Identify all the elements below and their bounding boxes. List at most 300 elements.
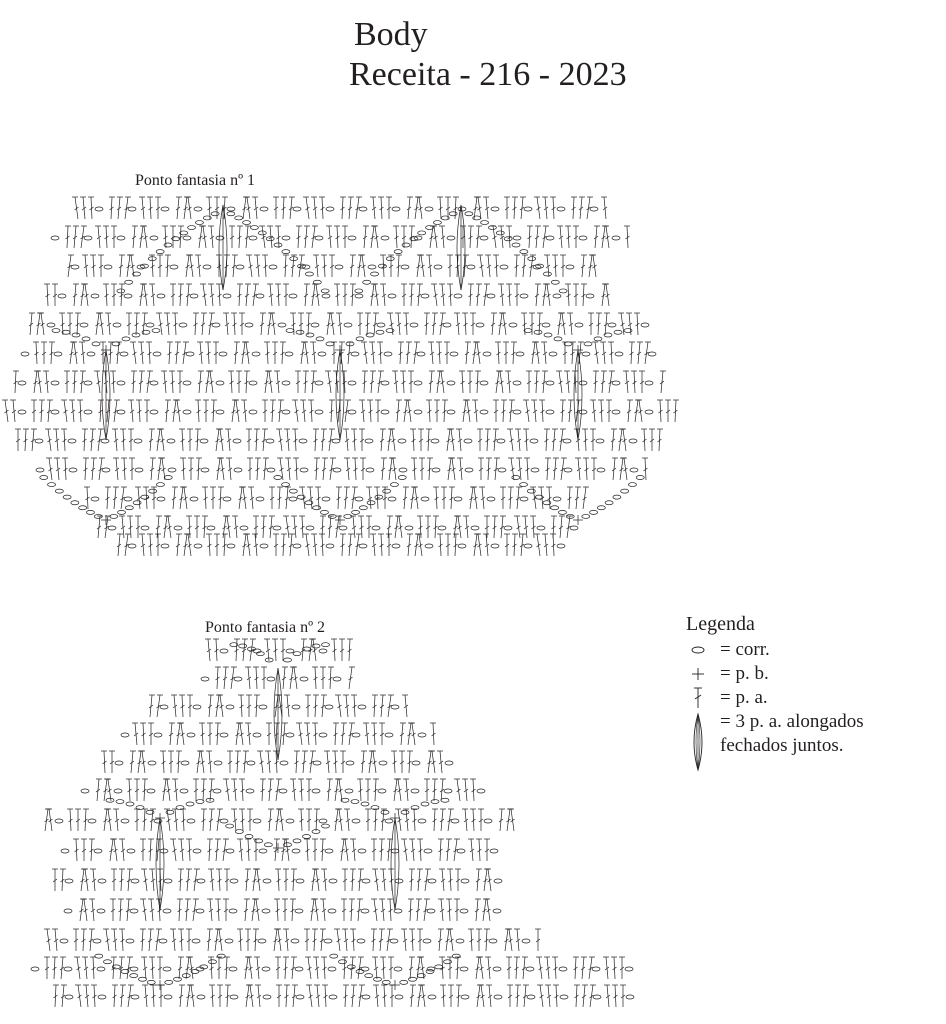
page-subtitle: Receita - 216 - 2023 [349,56,627,93]
double-crochet-stitch [148,899,154,921]
double-crochet-stitch [239,779,245,801]
double-crochet-stitch [359,985,366,1007]
chain-stitch [493,967,501,971]
chain-stitch [94,849,102,853]
legend [686,614,926,770]
double-crochet-stitch [253,869,260,891]
chain-stitch [352,819,360,823]
double-crochet-stitch [335,695,342,717]
double-crochet-stitch [282,667,288,689]
chain-stitch [147,980,155,984]
chain-stitch [452,954,460,958]
double-crochet-stitch [409,929,415,951]
double-crochet-stitch [401,929,407,951]
chain-stitch [165,980,173,984]
page-title: Body [354,16,428,53]
double-crochet-stitch [282,723,288,745]
double-crochet-stitch [351,695,357,717]
double-crochet-stitch [227,751,233,773]
elongated-cluster-icon [686,710,716,774]
chain-stitch [361,909,369,913]
double-crochet-stitch [505,929,512,951]
chain-stitch [247,761,255,765]
double-crochet-stitch [280,639,286,661]
double-crochet-stitch [128,985,135,1007]
double-crochet-stitch [381,985,387,1007]
double-crochet-stitch [208,695,214,717]
double-crochet-stitch [149,695,155,717]
chain-stitch [489,939,497,943]
double-crochet-stitch [276,985,282,1007]
single-crochet-stitch [390,980,400,990]
double-crochet-stitch [261,667,267,689]
double-crochet-stitch [246,695,252,717]
double-crochet-stitch [408,723,415,745]
double-crochet-stitch [408,899,414,921]
chain-stitch [385,733,393,737]
double-crochet-stitch [282,899,288,921]
chain-stitch [217,954,225,958]
double-crochet-stitch [239,809,245,831]
double-crochet-stitch [394,779,401,801]
chain-stitch [61,849,69,853]
double-crochet-stitch [290,667,297,689]
double-crochet-stitch [178,929,184,951]
double-crochet-stitch [223,779,230,801]
chain-stitch [131,995,139,999]
chain-stitch [451,819,459,823]
chain-stitch [280,761,288,765]
double-crochet-stitch [339,639,345,661]
double-crochet-stitch [544,957,550,979]
chain-stitch [329,995,337,999]
double-crochet-stitch [306,985,313,1007]
chain-stitch [322,643,330,647]
double-crochet-stitch [358,869,364,891]
chain-stitch [494,879,502,883]
double-crochet-stitch [209,779,215,801]
double-crochet-stitch [112,985,118,1007]
chain-stitch [296,995,304,999]
double-crochet-stitch [81,869,88,891]
double-crochet-stitch [266,723,272,745]
legend-text-single-crochet: = p. b. [720,663,769,684]
double-crochet-stitch [142,985,148,1007]
double-crochet-stitch [537,985,544,1007]
double-crochet-stitch [170,839,177,861]
double-crochet-stitch [483,899,490,921]
double-crochet-stitch [171,695,177,717]
double-crochet-stitch [417,869,423,891]
chain-stitch [245,835,253,839]
double-crochet-stitch [304,723,310,745]
double-crochet-stitch [418,985,425,1007]
double-crochet-stitch [312,839,318,861]
double-crochet-stitch [298,809,304,831]
chain-stitch [196,800,204,804]
double-crochet-stitch [207,839,213,861]
chain-stitch [435,965,443,969]
double-crochet-stitch [126,779,132,801]
double-crochet-stitch [119,929,125,951]
double-crochet-stitch [432,809,438,831]
double-crochet-stitch [475,899,481,921]
double-crochet-stitch [304,839,310,861]
double-crochet-stitch [194,869,201,891]
double-crochet-stitch [304,929,310,951]
chain-stitch [246,789,254,793]
chain-stitch [187,733,195,737]
chain-stitch [263,879,271,883]
double-crochet-stitch [172,779,178,801]
double-crochet-stitch [484,839,490,861]
chain-stitch [160,705,168,709]
chain-stitch [106,798,114,802]
double-crochet-stitch [186,869,192,891]
double-crochet-stitch [142,809,148,831]
double-crochet-stitch [157,695,164,717]
chain-stitch [345,789,353,793]
chain-stitch [593,995,601,999]
double-crochet-stitch [89,899,95,921]
double-crochet-stitch [237,929,243,951]
chain-stitch [626,995,634,999]
double-crochet-stitch [178,869,184,891]
chain-stitch [64,909,72,913]
single-crochet-stitch [155,980,165,990]
double-crochet-stitch [428,751,435,773]
chain-stitch [253,819,261,823]
double-crochet-stitch [321,869,327,891]
double-crochet-stitch [253,667,259,689]
chart-2-label: Ponto fantasia nº 2 [205,619,326,636]
double-crochet-stitch [60,957,66,979]
chain-stitch [357,939,365,943]
double-crochet-stitch [74,957,81,979]
double-crochet-stitch [215,899,221,921]
double-crochet-stitch [237,839,243,861]
double-crochet-stitch [312,929,318,951]
double-crochet-stitch [344,809,350,831]
chain-stitch [131,879,139,883]
double-crochet-stitch [52,869,58,891]
double-crochet-stitch [438,899,444,921]
double-crochet-stitch [468,929,474,951]
double-crochet-stitch [349,899,355,921]
chain-stitch [490,849,498,853]
double-crochet-stitch [199,723,205,745]
double-crochet-stitch [157,957,163,979]
legend-text-cluster: = 3 p. a. alongados [720,711,864,732]
double-crochet-stitch [217,809,224,831]
double-crochet-stitch [499,809,505,831]
double-crochet-stitch [119,839,125,861]
double-crochet-stitch [403,809,409,831]
double-crochet-stitch [148,929,154,951]
double-crochet-stitch [148,723,154,745]
chain-stitch [197,995,205,999]
chain-stitch [264,843,272,847]
double-crochet-stitch [149,957,155,979]
chain-stitch [148,761,156,765]
double-crochet-stitch [462,809,468,831]
legend-text-cluster-line2: fechados juntos. [720,735,844,756]
double-crochet-stitch [409,839,415,861]
chain-stitch [374,977,382,981]
double-crochet-stitch [274,929,281,951]
chain-stitch [431,800,439,804]
chain-stitch [303,647,311,651]
double-crochet-stitch [470,779,476,801]
double-crochet-stitch [208,869,214,891]
chain-stitch [81,789,89,793]
chain-stitch [201,677,209,681]
double-crochet-stitch [320,929,326,951]
double-crochet-stitch [169,723,175,745]
legend-text-double-crochet: = p. a. [720,687,768,708]
chain-stitch [417,974,425,978]
double-crochet-stitch [290,779,296,801]
chain-stitch [460,967,468,971]
double-crochet-stitch [140,899,147,921]
double-crochet-stitch [140,839,146,861]
chain-stitch [460,909,468,913]
double-crochet-stitch [89,929,95,951]
chain-stitch [239,644,247,648]
double-crochet-stitch [432,779,438,801]
chain-stitch [560,995,568,999]
double-crochet-stitch [320,899,326,921]
double-crochet-stitch [612,985,618,1007]
double-crochet-stitch [243,751,249,773]
chain-stitch [93,939,101,943]
double-crochet-stitch [245,723,251,745]
double-crochet-stitch [371,899,378,921]
chain-stitch [197,879,205,883]
double-crochet-stitch [417,929,423,951]
double-crochet-stitch [448,809,455,831]
double-crochet-stitch [255,985,261,1007]
double-crochet-stitch [535,929,541,951]
double-crochet-stitch [341,723,347,745]
double-crochet-stitch [75,809,81,831]
double-crochet-stitch [332,751,338,773]
double-crochet-stitch [160,751,166,773]
chain-stitch [262,967,270,971]
chain-stitch [64,967,72,971]
double-crochet-stitch [296,723,303,745]
double-crochet-stitch [342,929,348,951]
chain-stitch [385,819,393,823]
double-crochet-stitch [301,639,307,661]
chain-stitch [121,819,129,823]
double-crochet-stitch [197,751,204,773]
double-crochet-stitch [522,957,528,979]
double-crochet-stitch [373,809,379,831]
chain-stitch [423,939,431,943]
double-crochet-stitch [312,667,318,689]
double-crochet-stitch [101,751,107,773]
double-crochet-stitch [454,899,460,921]
double-crochet-stitch [80,899,87,921]
double-crochet-stitch [223,899,229,921]
double-crochet-stitch [67,809,73,831]
double-crochet-stitch [179,985,185,1007]
double-crochet-stitch [75,985,82,1007]
legend-item-elongated-cluster [686,710,926,770]
chain-stitch [319,733,327,737]
double-crochet-stitch [387,899,393,921]
chain-stitch [394,967,402,971]
double-crochet-stitch [536,957,543,979]
double-crochet-stitch [440,809,446,831]
double-crochet-stitch [242,639,248,661]
double-crochet-stitch [235,751,241,773]
double-crochet-stitch [379,929,385,951]
double-crochet-stitch [581,957,587,979]
double-crochet-stitch [111,869,117,891]
double-crochet-stitch [216,869,222,891]
chain-stitch [88,819,96,823]
chain-stitch [418,819,426,823]
double-crochet-stitch [478,809,484,831]
double-crochet-stitch [545,985,551,1007]
double-crochet-stitch [223,667,229,689]
chain-stitch [461,995,469,999]
chain-stitch [97,967,105,971]
chain-stitch [126,939,134,943]
double-crochet-stitch [314,985,320,1007]
chain-stitch [322,824,330,828]
elongated-cluster-stitch [156,818,164,910]
chain-stitch [220,649,228,653]
double-crochet-stitch [134,779,140,801]
chain-stitch [445,761,453,765]
double-crochet-stitch [141,957,147,979]
chain-stitch [300,677,308,681]
chain-stitch [262,909,270,913]
double-crochet-stitch [244,899,250,921]
double-crochet-stitch [170,929,176,951]
chain-stitch [214,761,222,765]
double-crochet-stitch [335,809,342,831]
double-crochet-stitch [193,899,200,921]
double-crochet-stitch [324,751,330,773]
double-crochet-stitch [111,929,117,951]
double-crochet-stitch [343,695,349,717]
double-crochet-stitch [109,751,115,773]
double-crochet-stitch [238,695,244,717]
double-crochet-stitch [206,751,212,773]
double-crochet-stitch [476,957,483,979]
double-crochet-stitch [311,899,318,921]
double-crochet-stitch [322,985,328,1007]
chain-stitch [293,839,301,843]
double-crochet-stitch [73,839,79,861]
chain-stitch [127,849,135,853]
chain-stitch [382,980,390,984]
double-crochet-stitch [389,985,395,1007]
double-crochet-stitch [276,779,283,801]
double-crochet-stitch [52,957,58,979]
double-crochet-stitch [351,985,357,1007]
chain-stitch [196,909,204,913]
chain-stitch [494,995,502,999]
chain-stitch [104,960,112,964]
double-crochet-stitch [268,779,274,801]
single-crochet-stitch [155,813,165,823]
chain-stitch [116,800,124,804]
chain-stitch [209,960,217,964]
chain-stitch [330,954,338,958]
chain-stitch [225,939,233,943]
double-crochet-stitch [350,869,356,891]
double-crochet-stitch [81,929,87,951]
chain-stitch [411,789,419,793]
chain-stitch [352,733,360,737]
chain-stitch [60,939,68,943]
double-crochet-stitch [331,639,337,661]
chain-stitch [226,849,234,853]
chain-stitch [163,967,171,971]
double-crochet-stitch [439,869,445,891]
chain-stitch [130,967,138,971]
double-crochet-stitch [379,899,385,921]
chain-stitch [293,652,301,656]
double-crochet-icon [686,686,716,710]
double-crochet-stitch [372,869,379,891]
double-crochet-stitch [309,639,316,661]
chain-stitch [361,802,369,806]
chain-stitch [139,977,147,981]
double-crochet-stitch [205,639,211,661]
double-crochet-stitch [446,839,452,861]
double-crochet-stitch [172,809,178,831]
double-crochet-stitch [186,839,192,861]
double-crochet-stitch [178,839,184,861]
double-crochet-stitch [292,985,298,1007]
double-crochet-stitch [216,957,222,979]
double-crochet-stitch [150,985,156,1007]
double-crochet-stitch [163,779,170,801]
chain-stitch [444,789,452,793]
double-crochet-stitch [410,985,416,1007]
double-crochet-stitch [53,985,59,1007]
double-crochet-stitch [245,929,251,951]
double-crochet-stitch [193,779,199,801]
double-crochet-stitch [45,809,52,831]
chain-stitch [358,705,366,709]
chain-stitch [263,995,271,999]
double-crochet-stitch [379,839,385,861]
double-crochet-stitch [201,779,207,801]
double-crochet-stitch [306,809,312,831]
double-crochet-stitch [454,779,461,801]
double-crochet-stitch [347,639,353,661]
double-crochet-stitch [96,779,102,801]
double-crochet-stitch [283,929,289,951]
chain-stitch [428,995,436,999]
chain-stitch [95,954,103,958]
double-crochet-stitch [438,929,444,951]
chain-stitch [234,677,242,681]
double-crochet-stitch [371,839,377,861]
double-crochet-stitch [113,809,119,831]
chain-stitch [356,970,364,974]
double-crochet-stitch [333,723,339,745]
double-crochet-stitch [391,751,397,773]
chain-stitch [226,705,234,709]
